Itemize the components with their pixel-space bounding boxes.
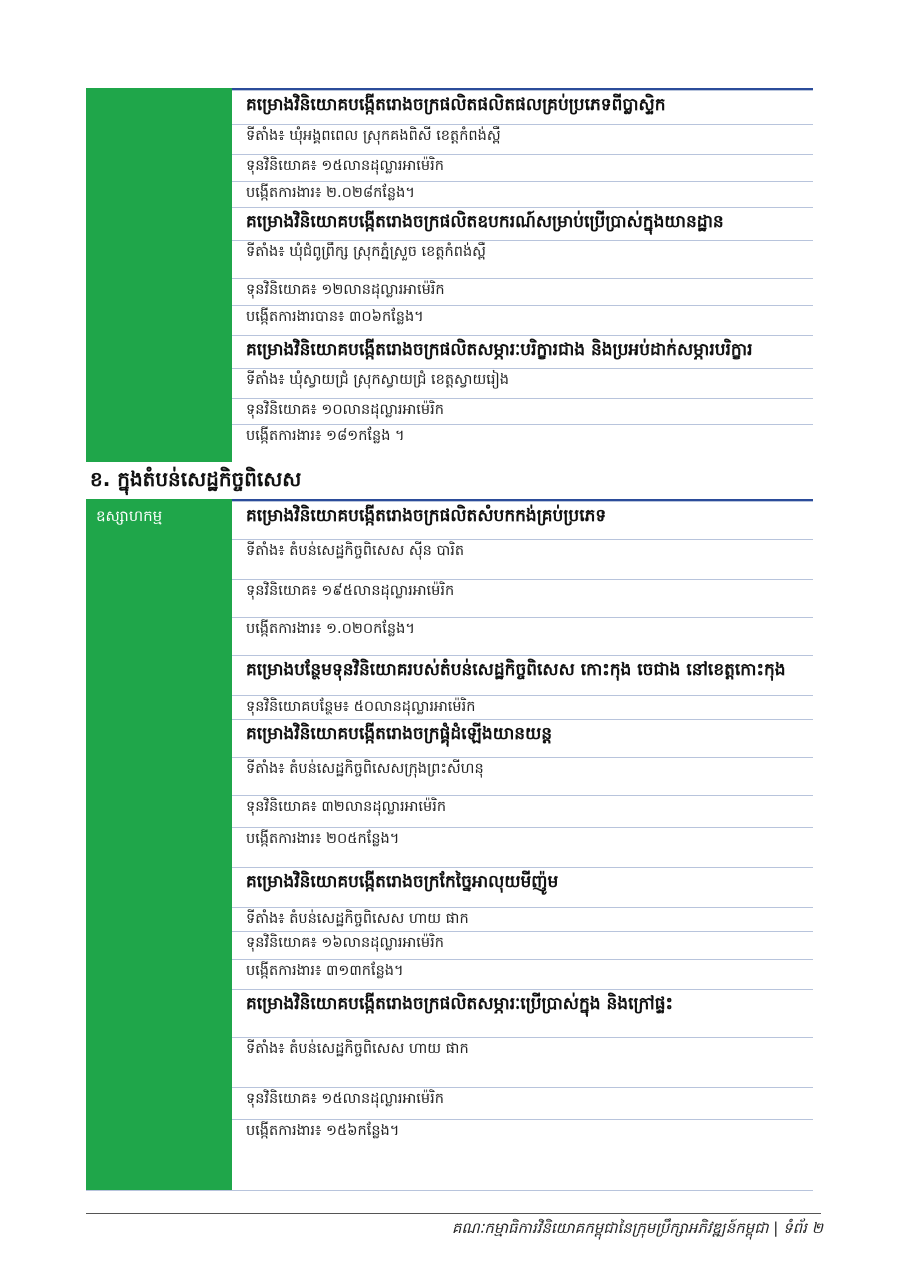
project-title: គម្រោងវិនិយោគបង្កើតរោងចក្រផលិតឧបករណ៍សម្រាប់ប្រើប្រាស់ក្នុងយានដ្ឋាន [232,207,813,240]
project-title: គម្រោងវិនិយោគបង្កើតរោងចក្រផលិតផលិតផលគ្រប់ប្រភេទពីប្លាស្ទិក [232,90,813,124]
project-detail: ទុនវិនិយោគ៖ ៣២លានដុល្លារអាម៉េរិក [232,795,813,827]
category-column [86,499,232,1190]
project-detail: ទីតាំង៖ ឃុំស្វាយជ្រំ ស្រុកស្វាយជ្រំ ខេត្តស្វាយរៀង [232,368,813,398]
project-detail: បង្កើតការងារ៖ ១៨១កន្លែង ។ [232,424,813,462]
table-investment-projects-1 [86,88,813,462]
project-detail: ទុនវិនិយោគបន្ថែម៖ ៥០លានដុល្លារអាម៉េរិក [232,695,813,719]
project-detail: បង្កើតការងារ៖ ១.០២០កន្លែង។ [232,617,813,655]
category-label: ឧស្សាហកម្ម [96,507,163,525]
project-detail: ទីតាំង៖ តំបន់សេដ្ឋកិច្ចពិសេស ស៊ីន បារិត [232,539,813,579]
project-detail: ទីតាំង៖ តំបន់សេដ្ឋកិច្ចពិសេសក្រុងព្រះសីហនុ [232,757,813,795]
project-detail: ទីតាំង៖ ឃុំអង្គពពេល ស្រុកគងពិសី ខេត្តកំពង់ស្ពឺ [232,124,813,154]
project-detail: បង្កើតការងារ៖ ៣១៣កន្លែង។ [232,959,813,989]
footer-divider [86,1213,821,1214]
project-title: គម្រោងវិនិយោគបង្កើតរោងចក្រកែច្នៃអាលុយមីញ៉ូម [232,867,813,907]
project-detail: បង្កើតការងារ៖ ២០៥កន្លែង។ [232,827,813,867]
project-detail: ទុនវិនិយោគ៖ ១២លានដុល្លារអាម៉េរិក [232,278,813,305]
project-detail: ទុនវិនិយោគ៖ ១០លានដុល្លារអាម៉េរិក [232,398,813,424]
project-title: គម្រោងវិនិយោគបង្កើតរោងចក្រផលិតសម្ភារៈប្រើប្រាស់ក្នុង និងក្រៅផ្ទះ [232,989,813,1037]
project-detail: ទីតាំង៖ តំបន់សេដ្ឋកិច្ចពិសេស ហាយ ផាក [232,1037,813,1087]
project-detail: ទុនវិនិយោគ៖ ១៦លានដុល្លារអាម៉េរិក [232,931,813,959]
project-detail: ទីតាំង៖ ឃុំជំពូព្រឹក្ស ស្រុកភ្នំស្រួច ខេត្តកំពង់ស្ពឺ [232,240,813,278]
project-detail: ទុនវិនិយោគ៖ ១៩៥លានដុល្លារអាម៉េរិក [232,579,813,617]
project-title: គម្រោងវិនិយោគបង្កើតរោងចក្រផ្គុំដំឡើងយានយន្ត [232,719,813,757]
project-detail: ទុនវិនិយោគ៖ ១៥លានដុល្លារអាម៉េរិក [232,154,813,181]
page-footer: គណៈកម្មាធិការវិនិយោគកម្ពុជានៃក្រុមប្រឹក្សាអភិវឌ្ឍន៍កម្ពុជា | ទំព័រ ២ [451,1219,823,1237]
project-detail: ទីតាំង៖ តំបន់សេដ្ឋកិច្ចពិសេស ហាយ ផាក [232,907,813,931]
project-detail: បង្កើតការងារបាន៖ ៣០៦កន្លែង។ [232,305,813,335]
project-detail: បង្កើតការងារ៖ ១៥៦កន្លែង។ [232,1119,813,1159]
project-detail: បង្កើតការងារ៖ ២.០២៨កន្លែង។ [232,181,813,207]
project-title: គម្រោងបន្ថែមទុនវិនិយោគរបស់តំបន់សេដ្ឋកិច្ចពិសេស កោះកុង ចេជាង នៅខេត្តកោះកុង [232,655,813,695]
category-column [86,88,232,462]
project-title: គម្រោងវិនិយោគបង្កើតរោងចក្រផលិតសម្ភារៈបរិក្ខារជាង និងប្រអប់ដាក់សម្ភារបរិក្ខារ [232,335,813,368]
project-detail: ទុនវិនិយោគ៖ ១៥លានដុល្លារអាម៉េរិក [232,1087,813,1119]
table-investment-projects-2 [86,499,813,1191]
section-heading: ខ. ក្នុងតំបន់សេដ្ឋកិច្ចពិសេស [90,467,302,491]
project-title: គម្រោងវិនិយោគបង្កើតរោងចក្រផលិតសំបកកង់គ្រប់ប្រភេទ [232,501,813,539]
